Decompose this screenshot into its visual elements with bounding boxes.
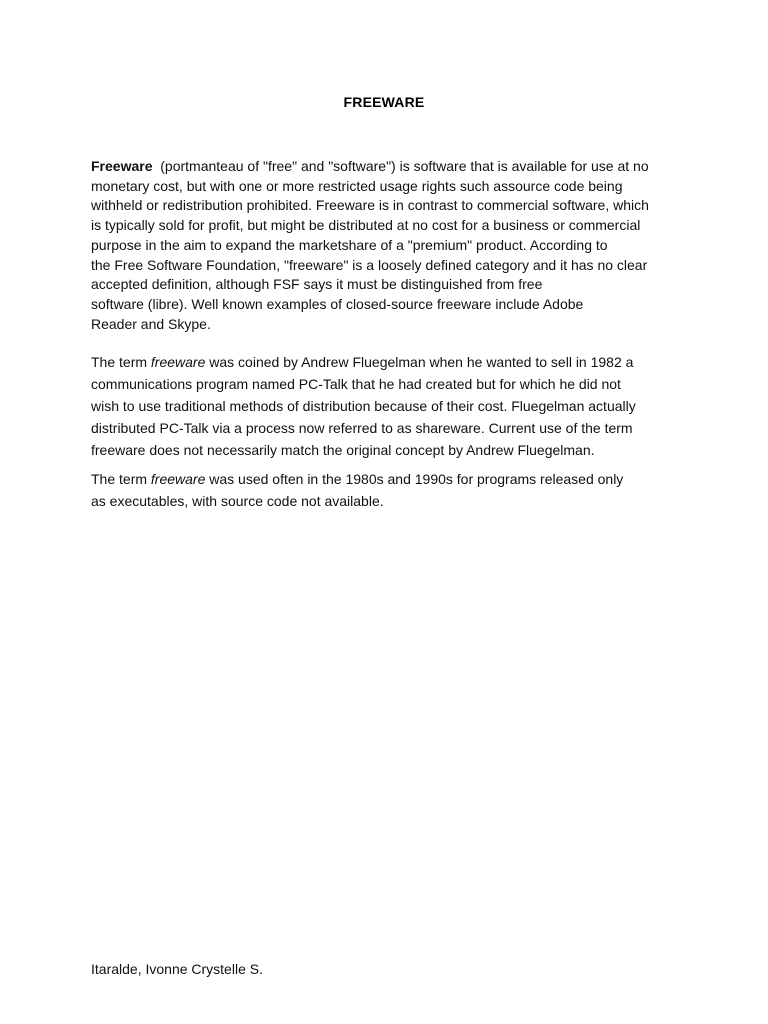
paragraph-line: the Free Software Foundation, "freeware" is a loosely defined category and it has no clear <box>91 256 648 273</box>
paragraph-line: withheld or redistribution prohibited. Freeware is in contrast to commercial software, which <box>91 197 649 214</box>
paragraph-history <box>91 351 691 461</box>
document-title: FREEWARE <box>343 94 425 110</box>
paragraph-line: Reader and Skype. <box>91 315 211 332</box>
paragraph-text: (portmanteau of "free" and "software") is software that is available for use at no <box>152 158 649 174</box>
lead-term: Freeware <box>91 158 153 174</box>
paragraph-line: purpose in the aim to expand the marketshare of a "premium" product. According to <box>91 236 608 253</box>
paragraph-line: monetary cost, but with one or more restricted usage rights such assource code being <box>91 177 623 194</box>
paragraph-line: communications program named PC-Talk that he had created but for which he did not <box>91 376 621 392</box>
paragraph-usage <box>91 468 691 512</box>
emphasized-term: freeware <box>150 354 206 370</box>
author-name: Itaralde, Ivonne Crystelle S. <box>91 961 263 977</box>
paragraph-line: accepted definition, although FSF says it must be distinguished from free <box>91 276 543 293</box>
paragraph-line <box>91 468 691 490</box>
paragraph-line <box>91 351 691 373</box>
paragraph-line: software (libre). Well known examples of closed-source freeware include Adobe <box>91 295 584 312</box>
paragraph-text: was coined by Andrew Fluegelman when he wanted to sell in 1982 a <box>205 354 634 370</box>
emphasized-term: freeware <box>150 471 206 487</box>
paragraph-line: wish to use traditional methods of distribution because of their cost. Fluegelman actually <box>91 398 636 414</box>
paragraph-text: The term <box>91 471 151 487</box>
paragraph-line <box>91 157 676 177</box>
paragraph-text: The term <box>91 354 151 370</box>
paragraph-text: was used often in the 1980s and 1990s for programs released only <box>205 471 624 487</box>
paragraph-definition <box>91 157 676 334</box>
paragraph-line: freeware does not necessarily match the original concept by Andrew Fluegelman. <box>91 442 595 458</box>
paragraph-line: as executables, with source code not available. <box>91 493 384 509</box>
paragraph-line: is typically sold for profit, but might be distributed at no cost for a business or commercial <box>91 217 641 234</box>
paragraph-line: distributed PC-Talk via a process now referred to as shareware. Current use of the term <box>91 420 633 436</box>
